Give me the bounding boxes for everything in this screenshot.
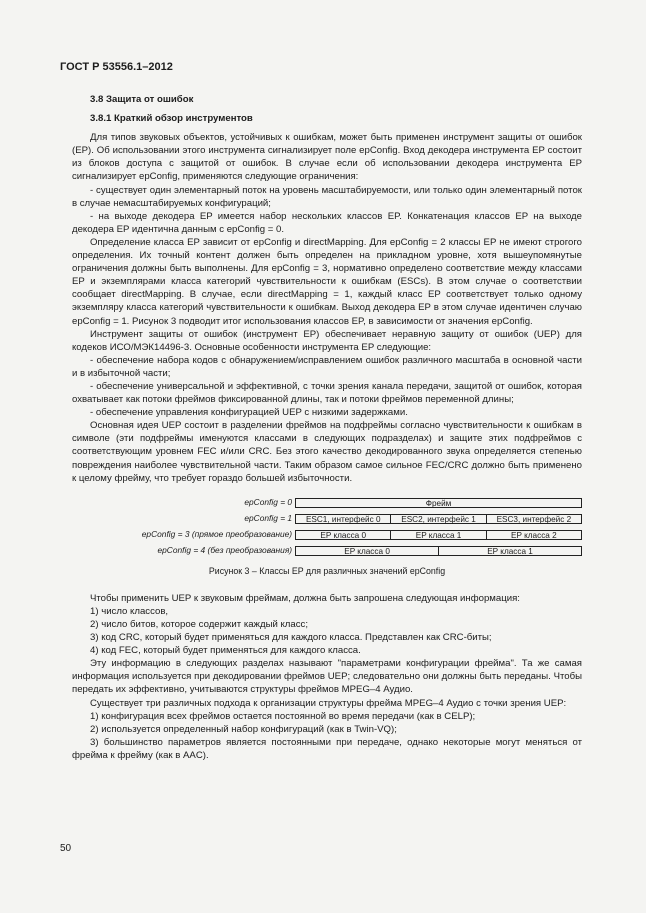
figure-cell: EP класса 2: [486, 531, 581, 539]
figure-row-box: [295, 498, 582, 508]
paragraph: Для типов звуковых объектов, устойчивых к ошибкам, может быть применен инструмент защиты от ошибок (EP). Об использовании этого инструмента сигнализирует поле epConfig. Вход декодера инструмента EP состоит из блоков доступа с защитой от ошибок. В случае если об использовании декодера инструмента EP сигнализирует epConfig, применяются следующие ограничения:: [72, 132, 582, 183]
figure-row-epconfig-1: [72, 513, 582, 525]
figure-cell: EP класса 1: [390, 531, 485, 539]
figure-cell: EP класса 1: [438, 547, 581, 555]
paragraph: Определение класса EP зависит от epConfig и directMapping. Для epConfig = 2 классы EP не имеют строгого определения. Их точный контент должен быть определен на прикладном уровне, хотя вышеупомянутые ограничения должны быть выполнены. Для epConfig = 3, нормативно определено соответствие между классами EP и экземплярами класса категорий чувствительности к ошибкам (ESCs). В этом случае о соответствии сообщает directMapping. В случае, если directMapping = 1, каждый класс EP соответствует только одному экземпляру класса категорий чувствительности к ошибкам. Выход декодера EP в этом случае идентичен случаю epConfig = 1. Рисунок 3 подводит итог использования классов EP, в зависимости от значения epConfig.: [72, 236, 582, 327]
list-item: - обеспечение набора кодов с обнаружением/исправлением ошибок различного масштаба в основной части и в избыточной части;: [72, 354, 582, 379]
list-item: - существует один элементарный поток на уровень масштабируемости, или только один элементарный поток в случае немасштабируемых конфигураций;: [72, 184, 582, 209]
list-item: 1) число классов,: [90, 605, 169, 617]
figure-row-box: [295, 514, 582, 524]
figure-row-label: epConfig = 1: [244, 513, 293, 524]
list-item: - обеспечение универсальной и эффективной, с точки зрения канала передачи, защитой от ошибок, которая охватывает как потоки фреймов фиксированной длины, так и потоки фреймов переменной длины;: [72, 380, 582, 406]
list-item: 4) код FEC, который будет применяться для каждого класса.: [90, 645, 361, 657]
paragraph: Эту информацию в следующих разделах называют "параметрами конфигурации фрейма". Та же самая информация используется при декодировании фреймов UEP; следовательно они должны быть переданы. Чтобы передать их эффективно, учитываются структуры фреймов MPEG–4 Аудио.: [72, 658, 582, 696]
list-item: 3) большинство параметров является постоянными при передаче, однако некоторые могут меняться от фрейма к фрейму (как в AAC).: [72, 736, 582, 761]
paragraph: Чтобы применить UEP к звуковым фреймам, должна быть запрошена следующая информация:: [90, 592, 520, 604]
figure-cell: Фрейм: [425, 498, 452, 507]
list-item: 3) код CRC, который будет применяться для каждого класса. Представлен как CRC-биты;: [90, 632, 492, 644]
figure-caption: Рисунок 3 – Классы EP для различных значений epConfig: [208, 565, 446, 576]
page-number: 50: [60, 843, 72, 854]
figure-cell: ESC2, интерфейс 1: [390, 515, 485, 523]
list-item: 1) конфигурация всех фреймов остается постоянной во время передачи (как в CELP);: [90, 710, 476, 722]
figure-row-epconfig-4: [72, 545, 582, 557]
paragraph: Основная идея UEP состоит в разделении фреймов на подфреймы согласно чувствительности к ошибкам в символе (эти подфреймы именуются классами в следующих подразделах) и защите этих подфреймов с соответствующим уровнем FEC и/или CRC. Без этого качество декодированного звука определяется степенью повреждения наиболее чувствительной части. Таким образом самое сильное FEC/CRC должно быть применено к целому фрейму, что требует гораздо большей избыточности.: [72, 420, 582, 484]
list-item: 2) используется определенный набор конфигураций (как в Twin-VQ);: [90, 723, 397, 735]
figure-cell: EP класса 0: [320, 530, 367, 539]
figure-row-label: epConfig = 0: [244, 497, 293, 508]
figure-row-epconfig-0: [72, 497, 582, 509]
list-item: - на выходе декодера EP имеется набор нескольких классов EP. Конкатенация классов EP на выходе декодера EP идентична данным с epConfig = 0.: [72, 210, 582, 235]
figure-ep-classes: [72, 497, 582, 578]
figure-row-label: epConfig = 3 (прямое преобразование): [141, 529, 293, 540]
figure-row-epconfig-3: [72, 529, 582, 541]
figure-cell: EP класса 0: [344, 546, 390, 555]
paragraph: Инструмент защиты от ошибок (инструмент EP) обеспечивает неравную защиту от ошибок (UEP) для кодеков ИСО/МЭК14496-3. Основные особенности инструмента EP следующие:: [72, 328, 582, 353]
figure-cell: ESC3, интерфейс 2: [486, 515, 581, 523]
section-title: 3.8 Защита от ошибок: [90, 94, 194, 105]
document-header: ГОСТ Р 53556.1–2012: [60, 61, 173, 73]
figure-cell: ESC1, интерфейс 0: [305, 514, 381, 523]
figure-row-box: [295, 530, 582, 540]
page-content: [72, 93, 582, 762]
subsection-title: 3.8.1 Краткий обзор инструментов: [90, 113, 253, 125]
list-item: 2) число битов, которое содержит каждый класс;: [90, 619, 308, 630]
figure-row-label: epConfig = 4 (без преобразования): [157, 545, 293, 556]
list-item: - обеспечение управления конфигурацией UEP с низкими задержками.: [90, 407, 408, 419]
paragraph: Существует три различных подхода к организации структуры фрейма MPEG–4 Аудио с точки зрения UEP:: [90, 697, 567, 709]
figure-row-box: [295, 546, 582, 556]
